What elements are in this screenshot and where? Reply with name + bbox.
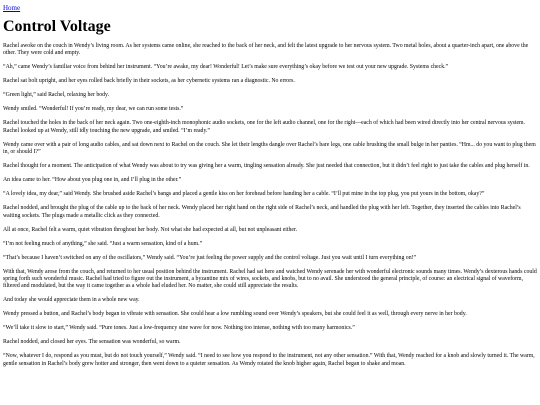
story-paragraph: Wendy smiled. “Wonderful! If you’re ready, my dear, we can run some tests.” [3,106,184,113]
story-paragraph: “Ah,” came Wendy’s familiar voice from behind her instrument. “You’re awake, my dear! Wonderful! Let’s make sure everything’s okay before we test out your new upgrade. Systems check.” [3,64,449,71]
page-title: Control Voltage [3,18,111,35]
story-paragraph: With that, Wendy arose from the couch, and returned to her usual position behind the instrument. Rachel had sat here and watched Wendy serenade her with wonderful electronic sounds many times. Wendy’s dexterous hands could spring forth such wonderful music. Rachel had tried to figure out the instrument, a byzantine mix of wires, sockets, and knobs, but to no avail. She understood the general principle, of course: an electrical signal of waveform, filtered and modulated, but the way it came together as a whole had eluded her. No matter, she could still appreciate the results. [3,268,537,290]
story-paragraph: Rachel awoke on the couch in Wendy’s living room. As her systems came online, she reached to the back of her neck, and felt the latest upgrade to her nervous system. Two metal holes, about a quarter-inch apart, one above the other. They were cold and empty. [3,43,529,57]
story-paragraph: “That’s because I haven’t switched on any of the oscillators,” Wendy said. “You’re just feeling the power supply and the control voltage. Just you wait until I turn everything on!” [3,254,417,261]
story-paragraph: “We’ll take it slow to start,” Wendy said. “Pure tones. Just a low-frequency sine wave for now. Nothing too intense, nothing with too many harmonics.” [3,325,355,332]
story-paragraph: “A lovely idea, my dear,” said Wendy. She brushed aside Rachel’s bangs and placed a gentle kiss on her forehead before handing her a cable. “I’ll put mine in the top plug, you put yours in the bottom, okay?” [3,191,485,198]
story-paragraph: “I’m not feeling much of anything,” she said. “Just a warm sensation, kind of a hum.” [3,240,203,247]
story-body [3,43,537,368]
story-paragraph: An idea came to her. “How about you plug one in, and I’ll plug in the other.” [3,177,182,184]
story-paragraph: Rachel touched the holes in the back of her neck again. Two one-eighth-inch monophonic audio sockets, one for the left audio channel, one for the right—each of which had been wired directly into her central nervous system. Rachel looked up at Wendy, still idly touching the new upgrade, and smiled. “I’m ready.” [3,120,526,134]
story-paragraph: Rachel thought for a moment. The anticipation of what Wendy was about to try was giving her a warm, tingling sensation already. She just needed that connection, but it didn’t feel right to just take the cables and plug herself in. [3,163,530,170]
story-paragraph: Rachel nodded, and closed her eyes. The sensation was wonderful, so warm. [3,339,181,346]
story-paragraph: All at once, Rachel felt a warm, quiet vibration throghout her body. Not what she had expected at all, but not unpleasant either. [3,226,298,233]
story-paragraph: Wendy came over with a pair of long audio cables, and sat down next to Rachel on the couch. She let their lengths dangle over Rachel’s bare legs, one cable brushing the small bulge in her panties. “Hm... do you want to plug them in, or should I?” [3,141,536,156]
story-paragraph: And today she would appreciate them in a whole new way. [3,297,140,304]
story-paragraph: Rachel nodded, and brought the plug of the cable up to the back of her neck. Wendy placed her right hand on the right side of Rachel’s neck, and handled the plug with her left. Together, they inserted the cables into Rachel’s waiting sockets. The plugs made a metallic click as they connected. [3,205,521,219]
story-paragraph: “Green light,” said Rachel, relaxing her body. [3,92,110,99]
story-paragraph: Rachel sat bolt upright, and her eyes rolled back briefly in their sockets, as her cybernetic systems ran a diagnostic. No errors. [3,78,295,85]
story-paragraph: “Now, whatever I do, respond as you must, but do not touch yourself,” Wendy said. “I need to see how you respond to the instrument, not any other sensation.” With that, Wendy reached for a knob and slowly turned it. The warm, gentle sensation in Rachel’s body grew hotter and stronger, then went down to a quieter sensation. As Wendy rotated the knob higher again, Rachel began to shake and moan. [3,353,535,367]
story-paragraph: Wendy pressed a button, and Rachel’s body began to vibrate with sensation. She could hear a low rumbling sound over Wendy’s speakers, but she could feel it as well, through every nerve in her body. [3,311,467,318]
home-link[interactable]: Home [3,4,21,12]
